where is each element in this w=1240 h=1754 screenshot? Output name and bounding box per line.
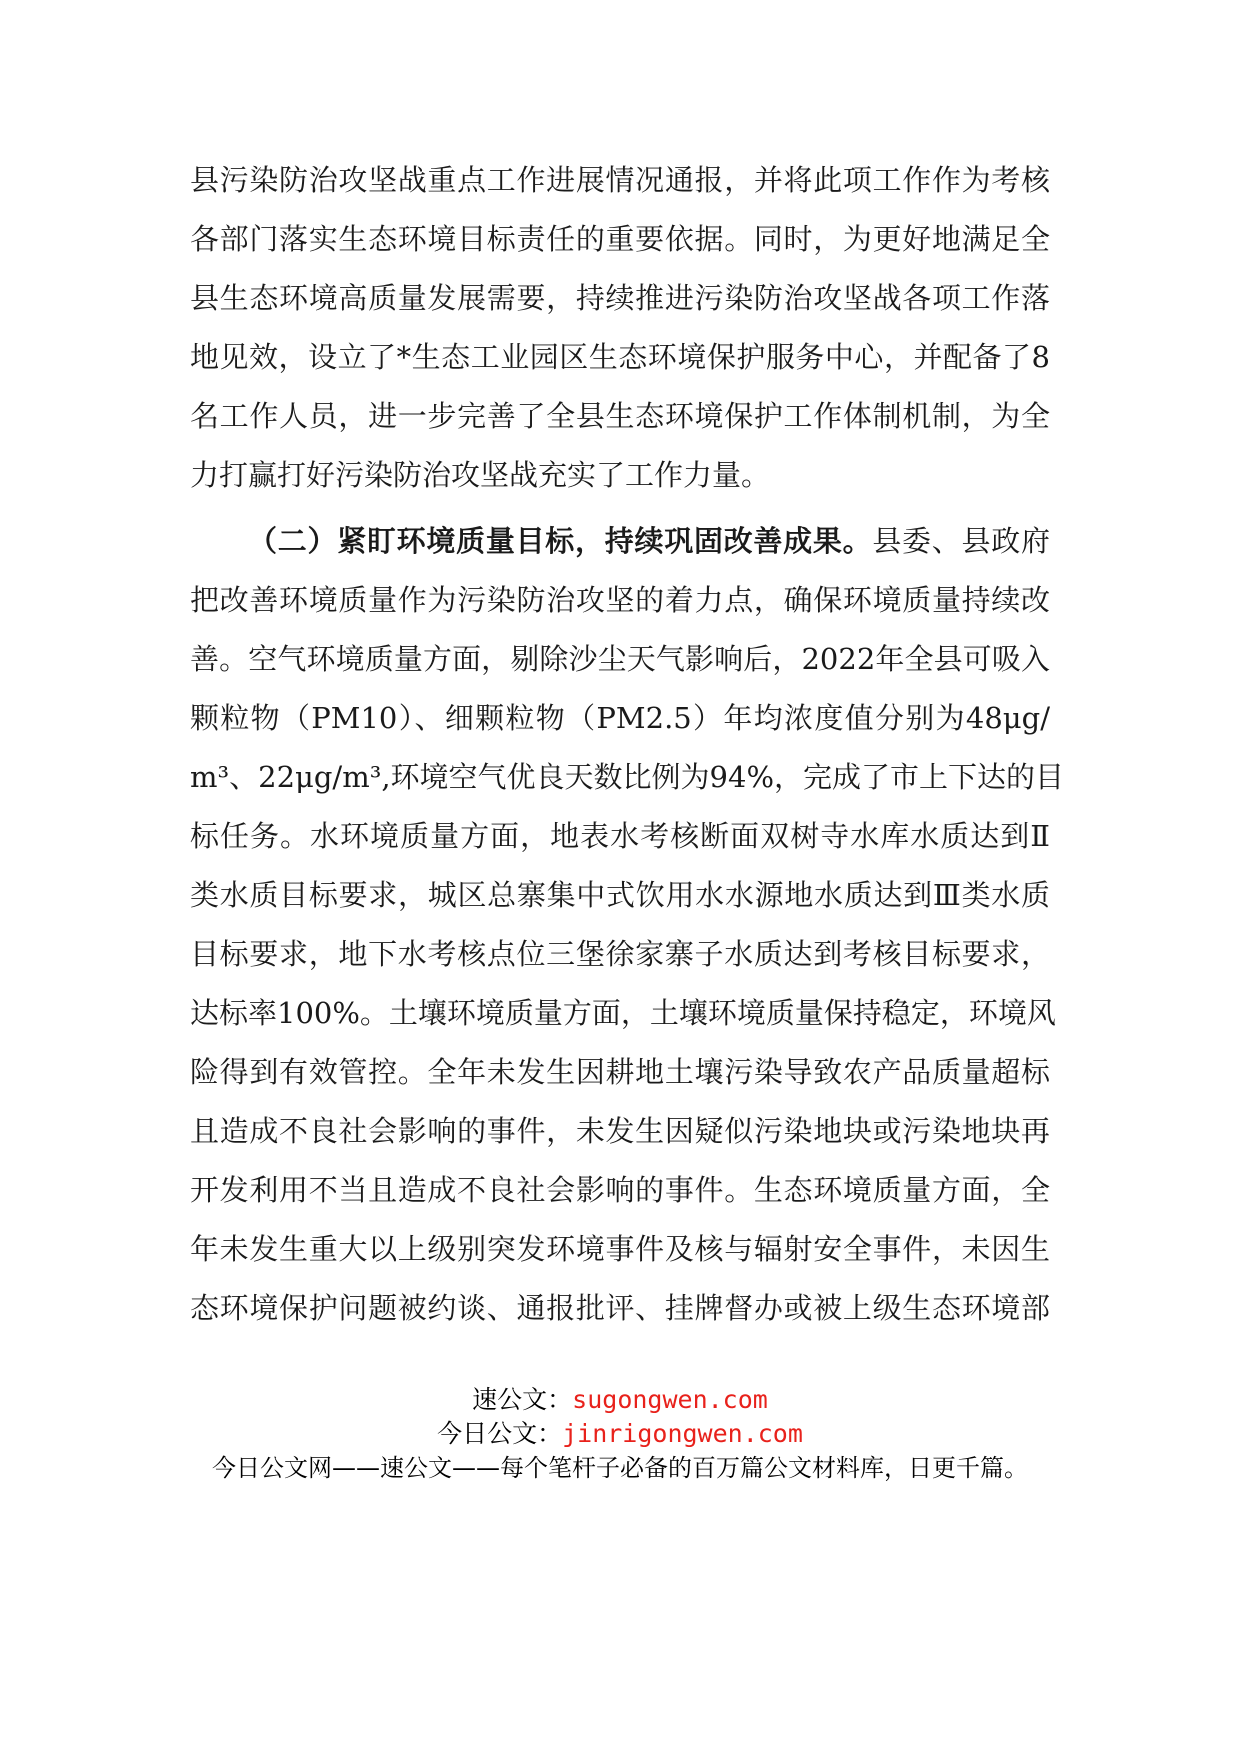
heading-line-rest: 县委、县政府 [872, 524, 1050, 558]
footer-link-jinrigongwen[interactable]: jinrigongwen.com [562, 1419, 803, 1448]
footer-label: 速公文： [472, 1385, 573, 1414]
paragraph-line: 标任务。水环境质量方面，地表水考核断面双树寺水库水质达到Ⅱ [190, 819, 1050, 853]
paragraph-line: 县生态环境高质量发展需要，持续推进污染防治攻坚战各项工作落 [190, 281, 1050, 315]
paragraph-line: 善。空气环境质量方面，剔除沙尘天气影响后，2022年全县可吸入 [190, 642, 1050, 676]
footer-slogan: 今日公文网——速公文——每个笔杆子必备的百万篇公文材料库，日更千篇。 [212, 1454, 1028, 1482]
paragraph-line: 开发利用不当且造成不良社会影响的事件。生态环境质量方面，全 [190, 1173, 1050, 1207]
section-heading-line [248, 521, 1050, 561]
paragraph-line: 且造成不良社会影响的事件，未发生因疑似污染地块或污染地块再 [190, 1114, 1050, 1148]
paragraph-line: m³、22μg/m³,环境空气优良天数比例为94%，完成了市上下达的目 [190, 760, 1065, 794]
paragraph-line: 力打赢打好污染防治攻坚战充实了工作力量。 [190, 458, 771, 492]
paragraph-line: 类水质目标要求，城区总寨集中式饮用水水源地水质达到Ⅲ类水质 [190, 878, 1050, 912]
footer-line-sugongwen [0, 1384, 1240, 1416]
paragraph-line: 地见效，设立了*生态工业园区生态环境保护服务中心，并配备了8 [190, 340, 1050, 374]
paragraph-line: 名工作人员，进一步完善了全县生态环境保护工作体制机制，为全 [190, 399, 1050, 433]
footer-line-jinrigongwen [0, 1418, 1240, 1450]
paragraph-line: 颗粒物（PM10）、细颗粒物（PM2.5）年均浓度值分别为48μg/ [190, 701, 1050, 735]
paragraph-line: 年未发生重大以上级别突发环境事件及核与辐射安全事件，未因生 [190, 1232, 1050, 1266]
paragraph-line: 目标要求，地下水考核点位三堡徐家寨子水质达到考核目标要求， [190, 937, 1050, 971]
paragraph-line: 达标率100%。土壤环境质量方面，土壤环境质量保持稳定，环境风 [190, 996, 1056, 1030]
paragraph-line: 险得到有效管控。全年未发生因耕地土壤污染导致农产品质量超标 [190, 1055, 1050, 1089]
paragraph-line: 态环境保护问题被约谈、通报批评、挂牌督办或被上级生态环境部 [190, 1291, 1050, 1325]
paragraph-line: 把改善环境质量作为污染防治攻坚的着力点，确保环境质量持续改 [190, 583, 1050, 617]
paragraph-line: 县污染防治攻坚战重点工作进展情况通报，并将此项工作作为考核 [190, 163, 1050, 197]
footer-label: 今日公文： [437, 1419, 563, 1448]
section-heading: （二）紧盯环境质量目标，持续巩固改善成果。 [248, 524, 873, 558]
paragraph-line: 各部门落实生态环境目标责任的重要依据。同时，为更好地满足全 [190, 222, 1050, 256]
footer-link-sugongwen[interactable]: sugongwen.com [572, 1385, 768, 1414]
